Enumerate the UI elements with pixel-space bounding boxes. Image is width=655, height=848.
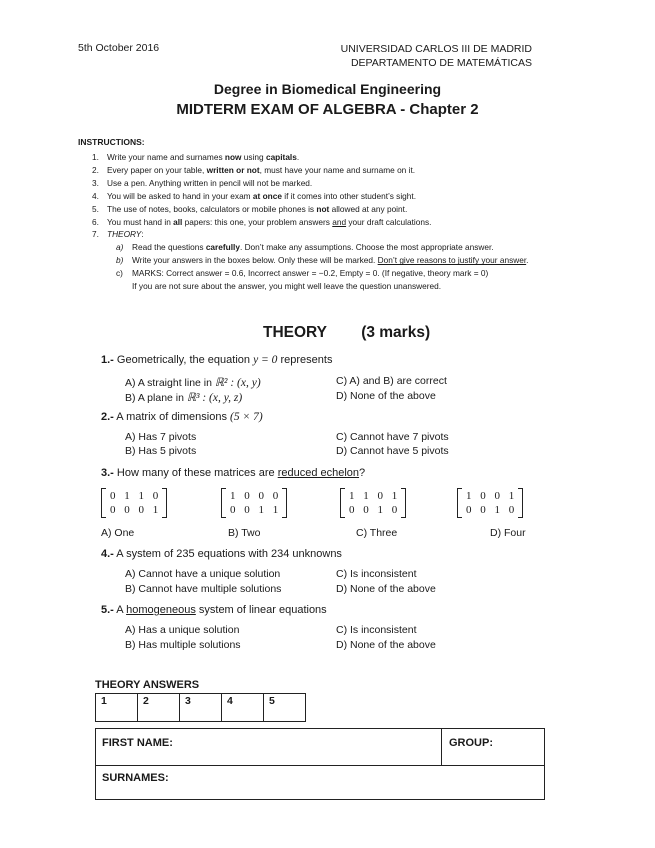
instructions-list [92,151,572,293]
surnames-label: SURNAMES: [102,772,169,784]
group-label: GROUP: [449,737,493,749]
q5-option-b: B) Has multiple solutions [125,639,241,651]
degree-title: Degree in Biomedical Engineering [213,81,442,97]
q4-option-c: C) Is inconsistent [336,568,417,580]
theory-instruction-continued: If you are not sure about the answer, you might well leave the question unanswered. [132,281,442,292]
q4-option-b: B) Cannot have multiple solutions [125,583,282,595]
question-5: 5.- A homogeneous system of linear equations [101,604,327,616]
q3-option-c: C) Three [356,527,398,539]
theory-answers-table [95,693,306,722]
instruction-item: 7. THEORY: [92,229,144,240]
q1-option-d: D) None of the above [336,390,436,402]
question-2: 2.- A matrix of dimensions (5 × 7) [101,411,263,423]
matrix-2: 1 0 0 0 0 0 1 1 [221,488,287,518]
answer-cell-1[interactable]: 1 [96,694,138,722]
matrix-3: 1 1 0 1 0 0 1 0 [340,488,406,518]
matrix-4: 1 0 0 1 0 0 1 0 [457,488,523,518]
q1-option-c: C) A) and B) are correct [336,375,447,387]
q3-option-a: A) One [101,527,135,539]
q5-option-c: C) Is inconsistent [336,624,417,636]
exam-date: 5th October 2016 [78,42,160,54]
q2-option-b: B) Has 5 pivots [125,445,197,457]
theory-answers-heading: THEORY ANSWERS [95,679,200,691]
university-name: UNIVERSIDAD CARLOS III DE MADRID [340,43,532,55]
theory-instruction: b) Write your answers in the boxes below. Only these will be marked. Don’t give reasons to justify your answer. [116,255,529,266]
answer-cell-4[interactable]: 4 [222,694,264,722]
theory-heading: THEORY (3 marks) [263,324,431,341]
matrix-1: 0 1 1 0 0 0 0 1 [101,488,167,518]
q1-option-b: B) A plane in ℝ³ : (x, y, z) [125,392,243,404]
exam-title: MIDTERM EXAM OF ALGEBRA - Chapter 2 [176,101,479,118]
q4-option-d: D) None of the above [336,583,436,595]
q3-option-b: B) Two [228,527,261,539]
question-3: 3.- How many of these matrices are reduced echelon? [101,467,366,479]
instruction-item: 5. The use of notes, books, calculators or mobile phones is not allowed at any point. [92,203,408,214]
q2-option-d: D) Cannot have 5 pivots [336,445,449,457]
instruction-item: 3. Use a pen. Anything written in pencil will not be marked. [92,177,313,188]
instruction-item: 6. You must hand in all papers: this one, your problem answers and your draft calculations. [92,216,432,227]
question-1: 1.- Geometrically, the equation y = 0 represents [101,354,333,366]
q3-option-d: D) Four [490,527,526,539]
instruction-item: 4. You will be asked to hand in your exam at once if it comes into other student’s sight. [92,190,417,201]
theory-instruction: a) Read the questions carefully. Don’t make any assumptions. Choose the most appropriate answer. [116,242,494,253]
institution-block [341,42,532,70]
answer-cell-5[interactable]: 5 [264,694,306,722]
department-name: DEPARTAMENTO DE MATEMÁTICAS [350,57,532,69]
q5-option-d: D) None of the above [336,639,436,651]
answer-cell-3[interactable]: 3 [180,694,222,722]
theory-instruction: c) MARKS: Correct answer = 0.6, Incorrect answer = −0.2, Empty = 0. (If negative, theory mark = 0) [116,268,489,279]
question-4: 4.- A system of 235 equations with 234 unknowns [101,548,342,560]
answer-cell-2[interactable]: 2 [138,694,180,722]
instruction-item: 2. Every paper on your table, written or not, must have your name and surname on it. [92,164,416,175]
instruction-item: 1. Write your name and surnames now using capitals. [92,152,300,162]
q5-option-a: A) Has a unique solution [125,624,240,636]
q1-option-a: A) A straight line in ℝ² : (x, y) [125,377,261,389]
q2-option-a: A) Has 7 pivots [125,431,197,443]
q2-option-c: C) Cannot have 7 pivots [336,431,449,443]
first-name-label: FIRST NAME: [102,737,173,749]
instructions-heading: INSTRUCTIONS: [78,137,145,147]
student-info-box [95,728,545,800]
q4-option-a: A) Cannot have a unique solution [125,568,281,580]
group-divider [441,729,442,765]
